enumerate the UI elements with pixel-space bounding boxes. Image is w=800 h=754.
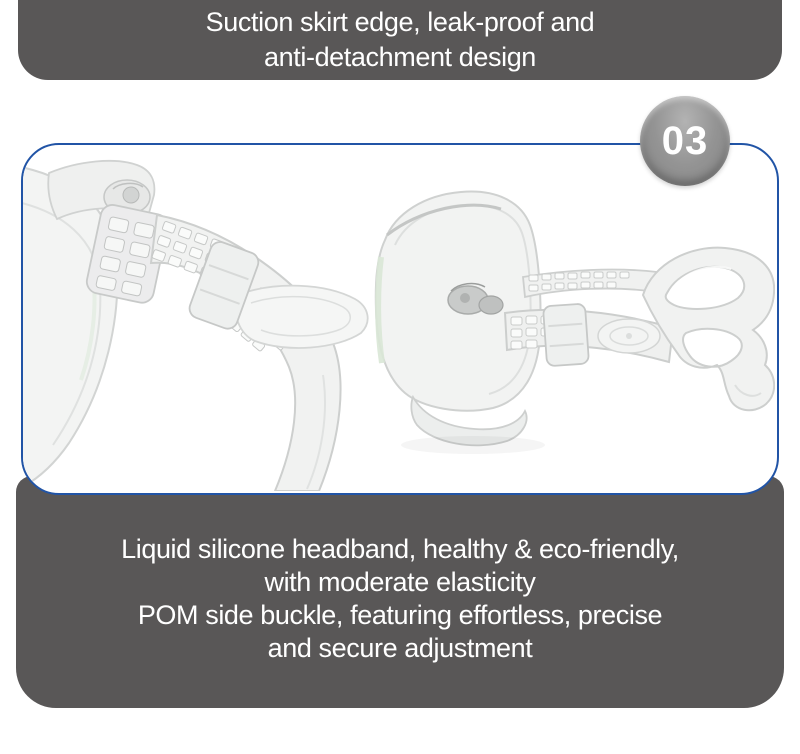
top-banner-line-1: Suction skirt edge, leak-proof and [205,7,595,37]
step-badge [640,96,730,186]
right-goggle-assembly [376,192,774,454]
right-strap-slider [543,304,589,367]
top-banner-line-2: anti-detachment design [264,42,536,72]
product-photo-panel [21,143,779,495]
step-badge-number: 03 [661,118,709,163]
strap-yoke [643,248,774,411]
bottom-banner-line-1: Liquid silicone headband, healthy & eco-friendly, [121,534,679,564]
goggles-photo [23,145,775,491]
left-goggle-assembly [23,161,368,491]
bottom-banner-line-4: and secure adjustment [267,633,533,663]
bottom-banner-line-3: POM side buckle, featuring effortless, precise [137,600,663,630]
bottom-banner [16,476,784,708]
top-banner [18,0,782,80]
bottom-banner-line-2: with moderate elasticity [264,567,536,597]
left-strap-tail [235,286,368,348]
strap-emboss-oval [598,319,660,353]
